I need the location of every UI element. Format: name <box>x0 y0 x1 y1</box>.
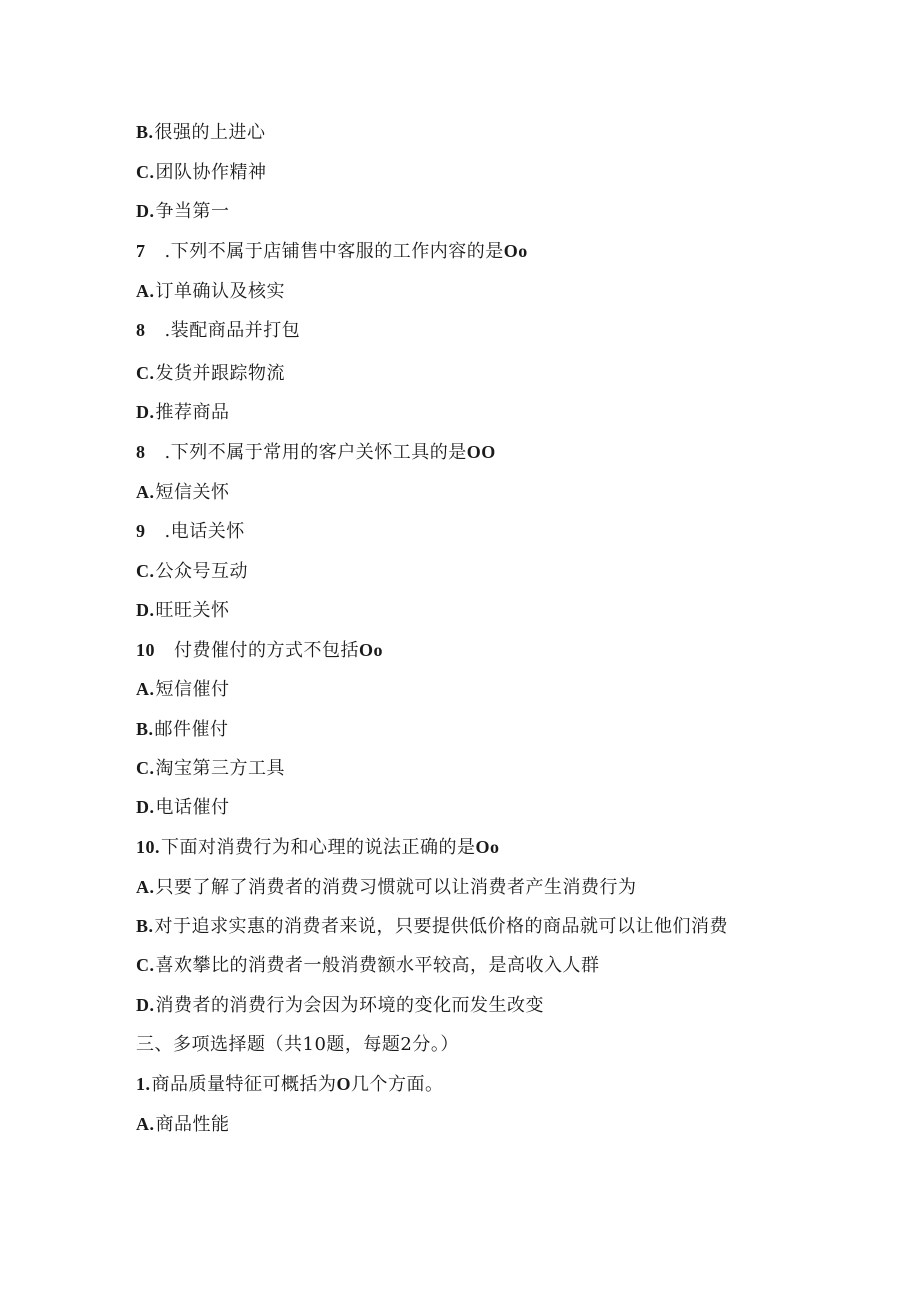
text-line <box>136 560 248 583</box>
line-text: 下面对消费行为和心理的说法正确的是 <box>161 837 476 858</box>
line-text: 推荐商品 <box>155 402 230 423</box>
text-line <box>136 718 229 741</box>
line-after: 几个方面。 <box>351 1074 444 1095</box>
line-tail: Oo <box>475 837 500 857</box>
text-line <box>136 280 285 303</box>
text-line <box>136 1113 230 1136</box>
line-text: .下列不属于常用的客户关怀工具的是 <box>164 442 467 463</box>
item-label: 7 <box>136 241 146 261</box>
line-text: 电话催付 <box>155 797 230 818</box>
item-label: A. <box>136 281 155 301</box>
item-label: C. <box>136 758 155 778</box>
text-line <box>136 401 230 424</box>
item-label: D. <box>136 797 155 817</box>
line-text: 旺旺关怀 <box>155 600 230 621</box>
text-line <box>136 1034 459 1056</box>
item-label: C. <box>136 363 155 383</box>
text-line <box>136 796 230 819</box>
line-tail: Oo <box>503 241 528 261</box>
line-text: 淘宝第三方工具 <box>155 758 285 779</box>
text-line <box>136 240 528 263</box>
text-line <box>136 441 496 464</box>
line-text: .电话关怀 <box>164 521 245 542</box>
item-label: D. <box>136 995 155 1015</box>
text-line <box>136 121 266 144</box>
item-label: D. <box>136 402 155 422</box>
line-text: 消费者的消费行为会因为环境的变化而发生改变 <box>155 995 544 1016</box>
item-label: 1. <box>136 1074 151 1094</box>
item-label: A. <box>136 877 155 897</box>
line-text: 付费催付的方式不包括 <box>174 640 359 661</box>
line-text: 喜欢攀比的消费者一般消费额水平较高，是高收入人群 <box>155 955 600 976</box>
item-label: D. <box>136 600 155 620</box>
item-label: A. <box>136 679 155 699</box>
line-text: 三、多项选择题（共10题，每题2分。） <box>136 1034 459 1055</box>
text-line <box>136 599 230 622</box>
line-tail: Oo <box>359 640 384 660</box>
text-line <box>136 639 383 662</box>
text-line <box>136 757 285 780</box>
item-label: B. <box>136 916 154 936</box>
item-label: C. <box>136 561 155 581</box>
line-text: 团队协作精神 <box>155 162 267 183</box>
text-line <box>136 520 245 543</box>
text-line <box>136 200 230 223</box>
item-label: C. <box>136 955 155 975</box>
line-text: 公众号互动 <box>155 561 248 582</box>
item-label: B. <box>136 122 154 142</box>
item-label: B. <box>136 719 154 739</box>
line-text: 邮件催付 <box>154 719 229 740</box>
text-line <box>136 678 230 701</box>
text-line <box>136 1073 444 1096</box>
item-label: A. <box>136 1114 155 1134</box>
text-line <box>136 161 267 184</box>
line-text: .装配商品并打包 <box>164 320 301 341</box>
line-text: 对于追求实惠的消费者来说，只要提供低价格的商品就可以让他们消费 <box>154 916 729 937</box>
line-text: 很强的上进心 <box>154 122 266 143</box>
text-line <box>136 836 500 859</box>
text-line <box>136 362 285 385</box>
item-label: 10 <box>136 640 155 660</box>
line-text: 短信关怀 <box>155 482 230 503</box>
line-text: 商品质量特征可概括为 <box>151 1074 337 1095</box>
line-tail: O <box>336 1074 352 1094</box>
line-text: 只要了解了消费者的消费习惯就可以让消费者产生消费行为 <box>155 877 637 898</box>
text-line <box>136 319 300 342</box>
line-text: 短信催付 <box>155 679 230 700</box>
text-line <box>136 954 600 977</box>
item-label: 8 <box>136 320 146 340</box>
text-line <box>136 481 230 504</box>
line-text: .下列不属于店铺售中客服的工作内容的是 <box>164 241 504 262</box>
line-text: 订单确认及核实 <box>155 281 285 302</box>
line-text: 商品性能 <box>155 1114 230 1135</box>
item-label: D. <box>136 201 155 221</box>
text-line <box>136 994 544 1017</box>
item-label: 9 <box>136 521 146 541</box>
item-label: 8 <box>136 442 146 462</box>
text-line <box>136 915 728 938</box>
line-text: 争当第一 <box>155 201 230 222</box>
item-label: 10. <box>136 837 160 857</box>
text-line <box>136 876 637 899</box>
line-text: 发货并跟踪物流 <box>155 363 285 384</box>
line-tail: OO <box>466 442 496 462</box>
item-label: A. <box>136 482 155 502</box>
item-label: C. <box>136 162 155 182</box>
